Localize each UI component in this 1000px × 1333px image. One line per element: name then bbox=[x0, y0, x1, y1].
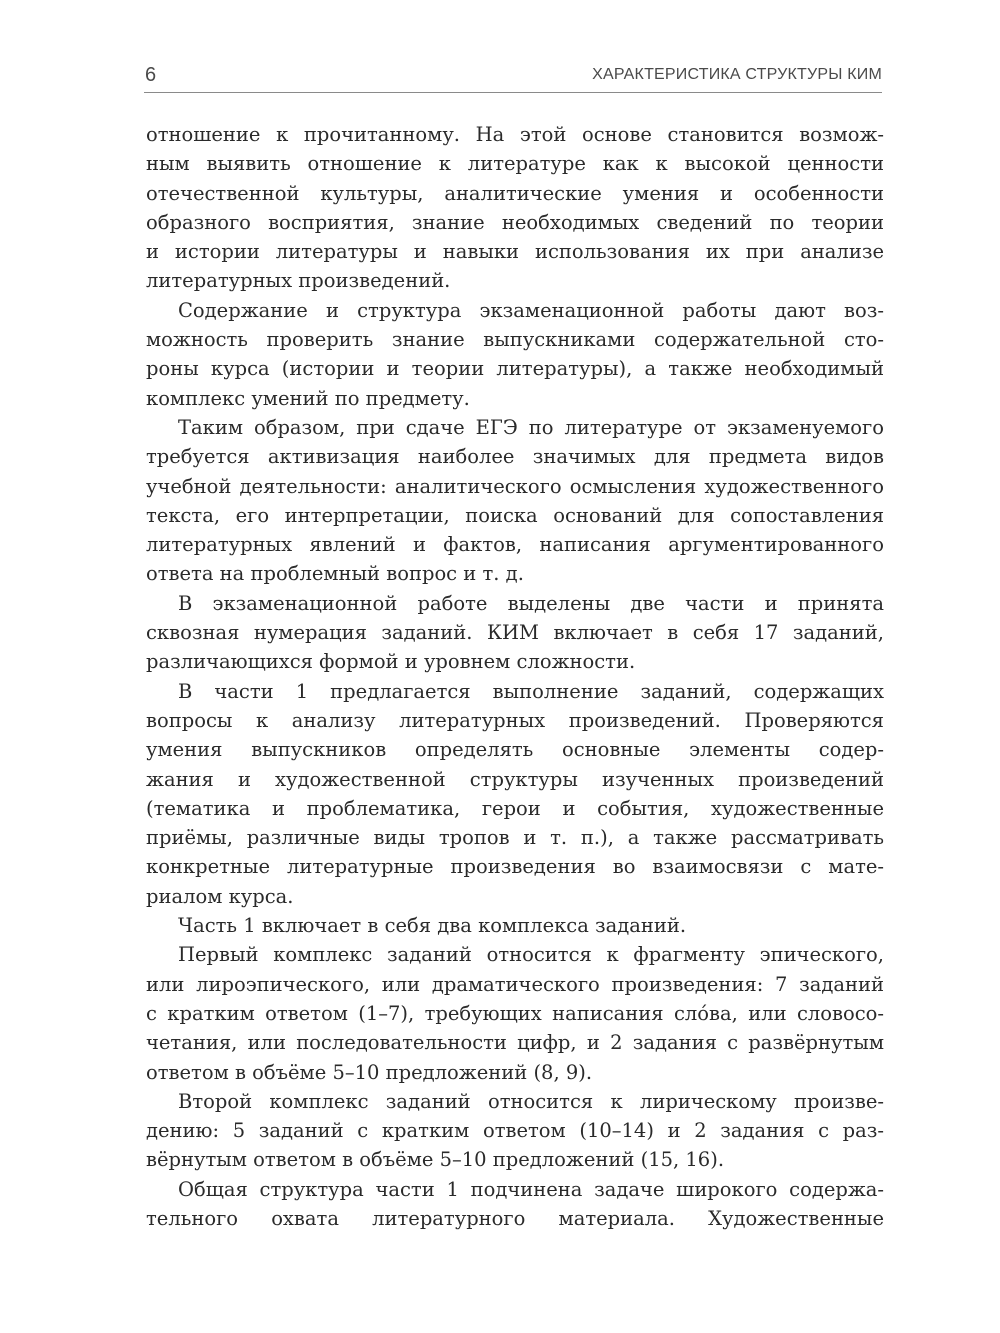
text-line: вопросы к анализу литературных произведений. Проверяются bbox=[146, 708, 884, 732]
text-line: Первый комплекс заданий относится к фрагменту эпического, bbox=[178, 943, 884, 967]
page-number: 6 bbox=[145, 64, 157, 86]
text-line: комплекс умений по предмету. bbox=[146, 386, 470, 410]
text-line: роны курса (истории и теории литературы), а также необходимый bbox=[146, 357, 884, 381]
text-line: учебной деятельности: аналитического осмысления художественного bbox=[146, 474, 884, 498]
text-line: литературных произведений. bbox=[146, 269, 451, 293]
text-line: четания, или последовательности цифр, и 2 задания с развёрнутым bbox=[146, 1031, 884, 1055]
text-line: отечественной культуры, аналитические умения и особенности bbox=[146, 181, 884, 205]
text-line: образного восприятия, знание необходимых сведений по теории bbox=[146, 210, 884, 234]
text-line: жания и художественной структуры изученных произведений bbox=[146, 767, 884, 791]
text-line: требуется активизация наиболее значимых для предмета видов bbox=[146, 445, 884, 469]
text-line: и истории литературы и навыки использования их при анализе bbox=[146, 240, 884, 264]
text-line: Второй комплекс заданий относится к лирическому произве- bbox=[178, 1089, 884, 1113]
paragraph bbox=[146, 1087, 884, 1175]
text-line: Часть 1 включает в себя два комплекса заданий. bbox=[178, 914, 687, 938]
paragraph bbox=[146, 120, 884, 296]
paragraph bbox=[146, 296, 884, 413]
text-line: сквозная нумерация заданий. КИМ включает в себя 17 заданий, bbox=[146, 621, 884, 645]
paragraph bbox=[146, 1175, 884, 1234]
text-line: или лироэпического, или драматического произведения: 7 заданий bbox=[146, 972, 884, 996]
text-line: ным выявить отношение к литературе как к высокой ценности bbox=[146, 152, 884, 176]
text-line: можность проверить знание выпускниками содержательной сто- bbox=[146, 328, 884, 352]
text-line: литературных явлений и фактов, написания аргументированного bbox=[146, 533, 884, 557]
running-header bbox=[144, 62, 882, 93]
body-text bbox=[146, 120, 884, 1233]
text-line: риалом курса. bbox=[146, 884, 294, 908]
text-line: текста, его интерпретации, поиска оснований для сопоставления bbox=[146, 503, 884, 527]
text-line: различающихся формой и уровнем сложности. bbox=[146, 650, 636, 674]
text-line: конкретные литературные произведения во взаимосвязи с мате- bbox=[146, 855, 884, 879]
paragraph bbox=[146, 413, 884, 589]
paragraph bbox=[146, 940, 884, 1086]
text-line: Таким образом, при сдаче ЕГЭ по литературе от экзаменуемого bbox=[178, 415, 884, 439]
text-line: (тематика и проблематика, герои и события, художественные bbox=[146, 796, 884, 820]
text-line: отношение к прочитанному. На этой основе становится возмож- bbox=[146, 123, 884, 146]
text-line: Содержание и структура экзаменационной работы дают воз- bbox=[178, 298, 884, 322]
text-line: Общая структура части 1 подчинена задаче широкого содержа- bbox=[178, 1177, 884, 1201]
paragraph bbox=[146, 677, 884, 911]
paragraph bbox=[146, 589, 884, 677]
text-line: с кратким ответом (1–7), требующих написания сло́ва, или словосо- bbox=[146, 1001, 884, 1025]
paragraph bbox=[146, 911, 884, 940]
text-line: приёмы, различные виды тропов и т. п.), а также рассматривать bbox=[146, 826, 884, 850]
text-line: В экзаменационной работе выделены две части и принята bbox=[178, 591, 884, 615]
text-line: ответом в объёме 5–10 предложений (8, 9). bbox=[146, 1060, 593, 1084]
text-line: дению: 5 заданий с кратким ответом (10–14) и 2 задания с раз- bbox=[146, 1119, 884, 1143]
text-line: вёрнутым ответом в объёме 5–10 предложений (15, 16). bbox=[146, 1148, 725, 1172]
text-line: В части 1 предлагается выполнение заданий, содержащих bbox=[178, 679, 884, 703]
text-line: ответа на проблемный вопрос и т. д. bbox=[146, 562, 524, 586]
running-title: ХАРАКТЕРИСТИКА СТРУКТУРЫ КИМ bbox=[592, 66, 882, 83]
text-line: умения выпускников определять основные элементы содер- bbox=[146, 738, 884, 762]
text-line: тельного охвата литературного материала. Художественные bbox=[146, 1206, 884, 1230]
